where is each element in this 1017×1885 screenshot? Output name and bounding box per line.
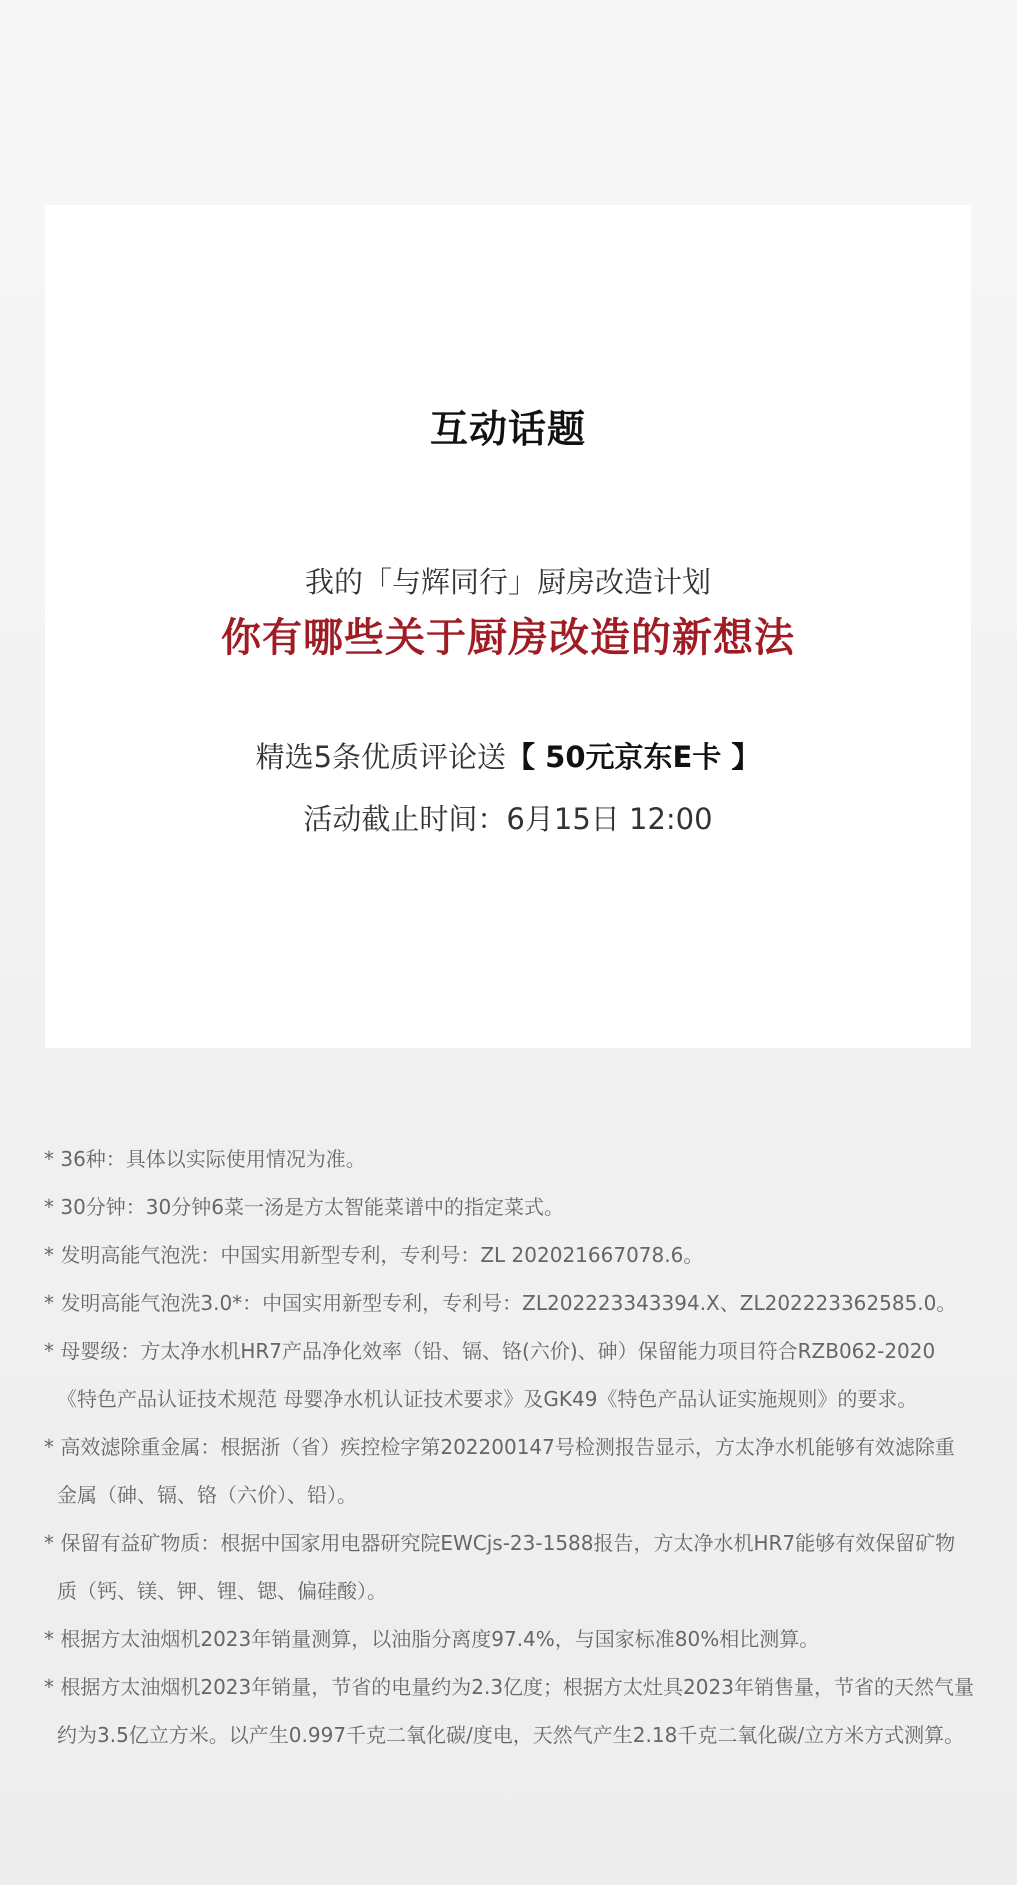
prize-highlight: 【 50元京东E卡 】	[506, 740, 761, 774]
deadline-line: 活动截止时间：6月15日 12:00	[303, 802, 713, 836]
footnote-item: * 高效滤除重金属：根据浙（省）疾控检字第202200147号检测报告显示，方太净水机能够有效滤除重金属（砷、镉、铬（六价）、铅）。	[44, 1435, 955, 1507]
footnote-item: * 36种：具体以实际使用情况为准。	[44, 1147, 366, 1171]
card-subtitle: 我的「与辉同行」厨房改造计划	[304, 565, 711, 599]
prize-prefix: 精选5条优质评论送	[255, 740, 507, 774]
footnote-item: * 母婴级：方太净水机HR7产品净化效率（铅、镉、铬(六价)、砷）保留能力项目符合RZB062-2020《特色产品认证技术规范 母婴净水机认证技术要求》及GK49《特色产品认证实施规则》的要求。	[44, 1339, 936, 1411]
footnote-item: * 根据方太油烟机2023年销量测算，以油脂分离度97.4%，与国家标准80%相比测算。	[44, 1627, 820, 1651]
footnote-item: * 发明高能气泡洗：中国实用新型专利，专利号：ZL 202021667078.6。	[44, 1243, 704, 1267]
card-title: 互动话题	[429, 407, 586, 451]
footnote-item: * 根据方太油烟机2023年销量，节省的电量约为2.3亿度；根据方太灶具2023年销售量，节省的天然气量约为3.5亿立方米。以产生0.997千克二氧化碳/度电，天然气产生2.18千克二氧化碳/立方米方式测算。	[44, 1675, 974, 1747]
footnote-item: * 发明高能气泡洗3.0*：中国实用新型专利，专利号：ZL202223343394.X、ZL202223362585.0。	[44, 1291, 957, 1315]
footnote-item: * 保留有益矿物质：根据中国家用电器研究院EWCjs-23-1588报告，方太净水机HR7能够有效保留矿物质（钙、镁、钾、锂、锶、偏硅酸）。	[44, 1531, 956, 1603]
prize-line	[45, 740, 971, 774]
card-headline: 你有哪些关于厨房改造的新想法	[221, 615, 795, 661]
footnotes	[44, 1135, 974, 1759]
topic-card	[45, 205, 971, 1048]
footnote-item: * 30分钟：30分钟6菜一汤是方太智能菜谱中的指定菜式。	[44, 1195, 564, 1219]
